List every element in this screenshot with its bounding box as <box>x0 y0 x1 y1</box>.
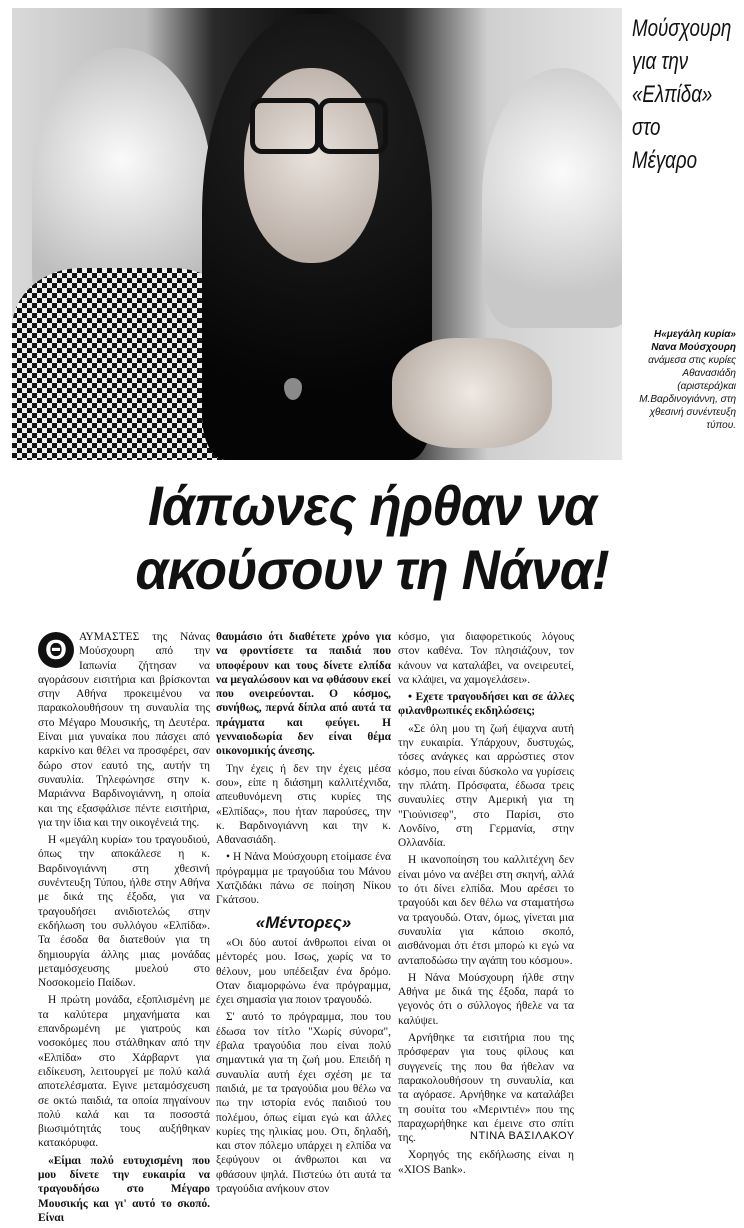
side-title <box>632 12 732 177</box>
paragraph: κόσμο, για διαφορετικούς λόγους στον καθένα. Τον πλησιάζουν, τον κάνουν να καταλάβει, να ονειρευτεί, να κλάψει, να χαμογελάσει». <box>398 631 574 686</box>
paragraph: • Η Νάνα Μούσχουρη ετοίμασε ένα πρόγραμμα με τραγούδια του Μάνου Χατζιδάκι πάνω σε ποίηση Νίκου Γκάτσου. <box>216 851 391 907</box>
subheading: «Μέντορες» <box>255 912 352 932</box>
article-column-1 <box>38 630 210 1228</box>
photo-glasses-left <box>250 98 320 154</box>
side-title-line: για την <box>632 48 689 75</box>
paragraph: Η Νάνα Μούσχουρη ήλθε στην Αθήνα με δικά της έξοδα, παρά το γεγονός ότι ο σύλλογος ήθελε να τα καλύψει. <box>398 971 574 1027</box>
paragraph: Η ικανοποίηση του καλλιτέχνη δεν είναι μόνο να ανέβει στη σκηνή, αλλά το ότι δίνει ελπίδα. Μου αρέσει το τραγούδι και δεν θέλω να σταματήσω να τραγουδώ. Οταν, όμως, γίνεται μια συναυλία για κάποιο σκοπό, αισθάνομαι ότι έτσι μπορώ κι εγώ να ανταποδώσω την αγάπη του κόσμου». <box>398 854 574 967</box>
photo-glasses-right <box>318 98 388 154</box>
side-title-line: Μούσχουρη <box>632 15 732 42</box>
side-title-line: «Ελπίδα» <box>632 81 713 108</box>
author-byline: ΝΤΙΝΑ ΒΑΣΙΛΑΚΟΥ <box>470 1130 575 1142</box>
side-title-line: Μέγαρο <box>632 147 697 174</box>
paragraph: «Οι δύο αυτοί άνθρωποι είναι οι μέντορές μου. Ισως, χωρίς να το θέλουν, μου υπέδειξαν ένα δρόμο. Οταν διαμορφώνω ένα πρόγραμμα, έχει σημασία για ποιον τραγουδώ. <box>216 936 391 1007</box>
article-column-3 <box>398 630 574 1180</box>
headline-line: Ιάπωνες ήρθαν να <box>147 474 597 537</box>
article-column-2 <box>216 630 391 1199</box>
photo-figure-right <box>482 68 622 328</box>
paragraph: «Σε όλη μου τη ζωή έψαχνα αυτή την ευκαιρία. Υπάρχουν, δυστυχώς, τόσες ανάγκες και αρρώστιες στον κόσμο, που είναι δύσκολο να γυρίσεις την πλάτη. Πρόσφατα, έδωσα τρεις συναυλίες στην Αμερική για τη "Γιούνισεφ", στο Παρίσι, στο Λονδίνο, στη Γερμανία, στην Ολλανδία. <box>398 722 574 850</box>
paragraph: Η «μεγάλη κυρία» του τραγουδιού, όπως την αποκάλεσε η κ. Βαρδινογιάννη στη χθεσινή συνέντευξη Τύπου, ήλθε στην Αθήνα με δικά της έξοδα, για να τραγουδήσει ανιδιοτελώς στην εκδήλωση του συλλόγου «Ελπίδα». Τα έσοδα θα διατεθούν για τη δημιουργία άλλης μιας μονάδας μεταμόσχευσης μυελού στο Νοσοκομείο Παίδων. <box>38 834 210 990</box>
paragraph: Η πρώτη μονάδα, εξοπλισμένη με τα καλύτερα μηχανήματα και επανδρωμένη με γιατρούς και νοσοκόμες που στάλθηκαν από την «Ελπίδα» στο Χάρβαρντ για ειδίκευση, λειτουργεί με πολύ καλά αποτελέσματα. Εγινε μεταμόσχευση σε οκτώ παιδιά, τα οποία πηγαίνουν πολύ καλά και τα ποσοστά βιωσιμότητάς τους αυξήθηκαν κατακόρυφα. <box>38 994 210 1150</box>
headline <box>19 474 726 602</box>
paragraph: Αρνήθηκε τα εισιτήρια που της πρόσφεραν για τους φίλους και συγγενείς της που θα ήθελαν να παρακολουθήσουν τη συναυλία, και τα αγόρασε. Αρνήθηκε να καταλάβει τη σουίτα του «Μεριντιέν» που της παραχωρήθηκε και έμεινε στο σπίτι της. <box>398 1032 574 1145</box>
paragraph: • Εχετε τραγουδήσει και σε άλλες φιλανθρωπικές εκδηλώσεις; <box>398 691 574 718</box>
dropcap: Θ <box>38 632 74 668</box>
side-title-line: στο <box>632 114 661 141</box>
paragraph: «Είμαι πολύ ευτυχισμένη που μου δίνετε την ευκαιρία να τραγουδήσω στο Μέγαρο Μουσικής και γι' αυτό το σκοπό. Είναι <box>38 1154 210 1224</box>
headline-line: ακούσουν τη Νάνα! <box>135 538 609 601</box>
photo-caption <box>630 328 736 432</box>
caption-bold: Η«μεγάλη κυρία» Νανα Μούσχουρη <box>651 329 736 353</box>
paragraph: θαυμάσιο ότι διαθέτετε χρόνο για να φροντίσετε τα παιδιά που υποφέρουν και τους δίνετε ελπίδα να μεγαλώσουν και να φθάσουν εκεί που ονειρεύονται. Ο κόσμος, συνήθως, περνά δίπλα από αυτά τα πράγματα και φεύγει. Η γενναιοδωρία δεν είναι θέμα οικονομικής άνεσης. <box>216 631 391 758</box>
article-photo <box>12 8 622 460</box>
paragraph: Την έχεις ή δεν την έχεις μέσα σου», είπε η διάσημη καλλιτέχνιδα, απευθυνόμενη στις κυρίες της «Ελπίδας», που ήταν παρούσες, την κ. Βαρδινογιάννη και την κ. Αθανασιάδη. <box>216 762 391 847</box>
paragraph: Χορηγός της εκδήλωσης είναι η «XIOS Bank». <box>398 1149 574 1176</box>
caption-text: ανάμεσα στις κυρίες Αθανασιάδη (αριστερά)και Μ.Βαρδινογιάννη, στη χθεσινή συνέντευξη τύπου. <box>639 355 736 431</box>
paragraph: ΑΥΜΑΣΤΕΣ της Νάνας Μούσχουρη από την Ιαπωνία ζήτησαν να αγοράσουν εισιτήρια και βρίσκονται στην Αθήνα προκειμένου να παρακολουθήσουν τη συναυλία της στο Μέγαρο Μουσικής, τη Δευτέρα. Είναι μια γυναίκα που πάσχει από καρκίνο και θέλει να προσφέρει, σαν δώρο στον εαυτό της, αυτήν τη συναυλία. Τηλεφώνησε στην κ. Μαριάννα Βαρδινογιάννη, η οποία και της εξασφάλισε πέντε εισιτήρια, για την ίδια και την οικογένειά της. <box>38 631 210 829</box>
paragraph: Σ' αυτό το πρόγραμμα, που του έδωσα τον τίτλο "Χωρίς σύνορα", έβαλα τραγούδια που είναι πολύ σημαντικά για τη ζωή μου. Επειδή η συναυλία αυτή έχει σχέση με τα παιδιά, με τα τραγούδια μου θέλω να πω την ιστορία ενός παιδιού του πολέμου, όπως είμαι εγώ και άλλες κυρίες της ηλικίας μου. Οτι, δηλαδή, και στον πόλεμο υπάρχει η ελπίδα να ξεφύγουν οι άνθρωποι και να φθάσουν ψηλά. Πιστεύω ότι αυτά τα τραγούδια ανήκουν στον <box>216 1011 391 1195</box>
photo-hand <box>392 338 552 448</box>
